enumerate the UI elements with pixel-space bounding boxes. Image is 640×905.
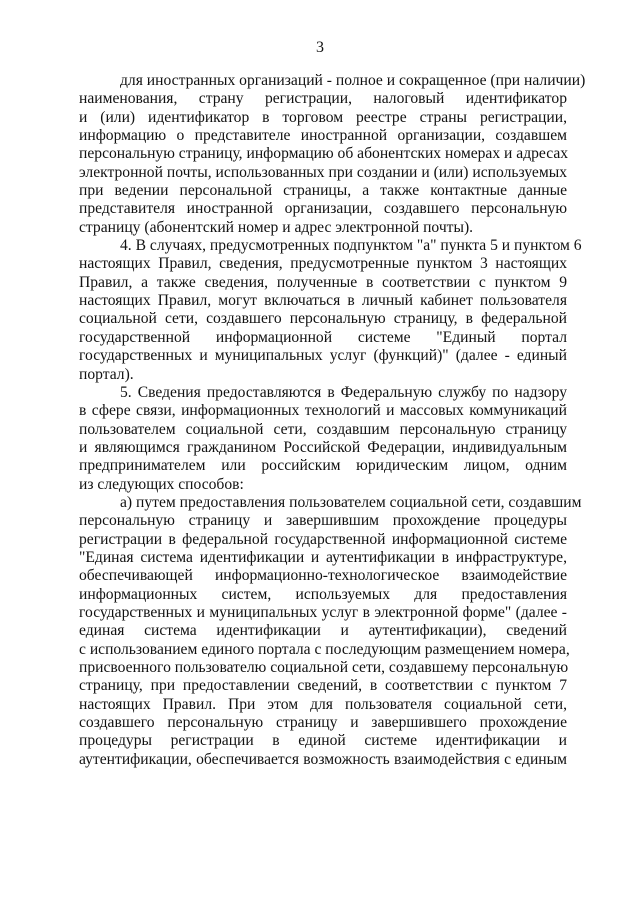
text-line: персональную страницу и завершившим прохождение процедуры	[79, 512, 567, 530]
text-line: государственных и муниципальных услуг в электронной форме" (далее -	[79, 603, 567, 621]
text-line: процедуры регистрации в единой системе идентификации и	[79, 732, 567, 750]
text-line: и (или) идентификатор в торговом реестре страны регистрации,	[79, 108, 567, 126]
text-line: персональную страницу, информацию об абонентских номерах и адресах	[79, 145, 569, 163]
text-line: и являющимся гражданином Российской Федерации, индивидуальным	[79, 438, 567, 456]
text-line: присвоенного пользователю социальной сети, создавшему персональную	[79, 659, 569, 676]
paragraph-foreign-org	[79, 72, 586, 237]
text-line: при ведении персональной страницы, а также контактные данные	[79, 182, 567, 200]
text-line: страницу (абонентский номер и адрес электронной почты).	[79, 218, 474, 236]
paragraph-item-5	[79, 384, 567, 494]
text-line: настоящих Правил, могут включаться в личный кабинет пользователя	[79, 292, 567, 310]
text-line: государственных и муниципальных услуг (функций)" (далее - единый	[79, 347, 567, 365]
text-line: с использованием единого портала с последующим размещением номера,	[79, 640, 570, 658]
document-body	[79, 72, 586, 769]
text-line: представителя иностранной организации, создавшего персональную	[79, 200, 567, 218]
text-line: настоящих Правил, сведения, предусмотренные пунктом 3 настоящих	[79, 255, 567, 273]
text-line: в сфере связи, информационных технологий и массовых коммуникаций	[79, 402, 567, 420]
paragraph-item-4	[79, 237, 582, 384]
text-line: обеспечивающей информационно-технологическое взаимодействие	[79, 567, 567, 585]
text-line: единая система идентификации и аутентификации), сведений	[79, 622, 567, 640]
text-line: страницу, при предоставлении сведений, в соответствии с пунктом 7	[79, 677, 567, 695]
text-line: создавшего персональную страницу и завершившего прохождение	[79, 714, 567, 732]
text-line: социальной сети, создавшего персональную страницу, в федеральной	[79, 310, 567, 328]
text-line: для иностранных организаций - полное и сокращенное (при наличии)	[120, 72, 586, 89]
text-line: Правил, а также сведения, полученные в соответствии с пунктом 9	[79, 273, 567, 291]
text-line: информационных систем, используемых для предоставления	[79, 585, 567, 603]
text-line: из следующих способов:	[79, 475, 244, 493]
text-line: государственной информационной системе "Единый портал	[79, 328, 567, 346]
page-number: 3	[316, 39, 324, 56]
text-line: 5. Сведения предоставляются в Федеральную службу по надзору	[120, 383, 567, 401]
text-line: аутентификации, обеспечивается возможность взаимодействия с единым	[79, 750, 567, 768]
text-line: настоящих Правил. При этом для пользователя социальной сети,	[79, 695, 567, 713]
text-line: "Единая система идентификации и аутентификации в инфраструктуре,	[79, 548, 567, 566]
text-line: а) путем предоставления пользователем социальной сети, создавшим	[120, 493, 582, 511]
text-line: наименования, страну регистрации, налоговый идентификатор	[79, 90, 567, 108]
text-line: электронной почты, использованных при создании и (или) используемых	[79, 163, 567, 181]
text-line: пользователем социальной сети, создавшим персональную страницу	[79, 420, 567, 438]
text-line: 4. В случаях, предусмотренных подпунктом "а" пункта 5 и пунктом 6	[120, 237, 582, 255]
text-line: предпринимателем или российским юридическим лицом, одним	[79, 457, 567, 475]
paragraph-item-5a	[79, 493, 582, 769]
text-line: портал).	[79, 365, 134, 383]
text-line: регистрации в федеральной государственной информационной системе	[79, 530, 567, 548]
text-line: информацию о представителе иностранной организации, создавшем	[79, 127, 567, 145]
